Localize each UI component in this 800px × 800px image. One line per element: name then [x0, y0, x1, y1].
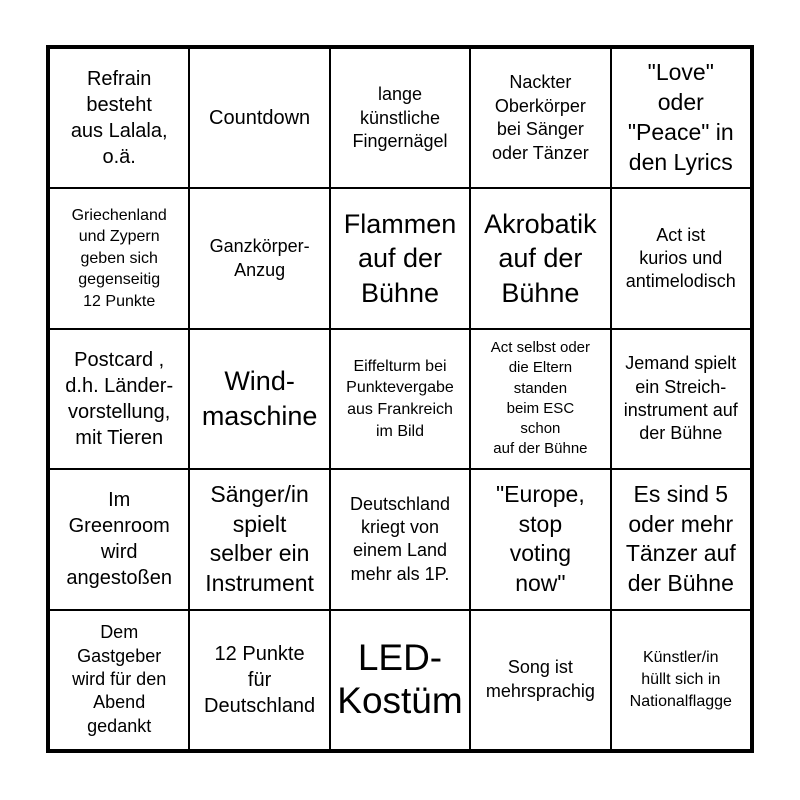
bingo-cell-r4c5[interactable]: [611, 469, 751, 609]
cell-label: Künstler/in hüllt sich in Nationalflagge: [629, 649, 732, 710]
bingo-cell-r2c2[interactable]: [189, 188, 329, 328]
cell-label: Jemand spielt ein Streich- instrument auf der Bühne: [623, 353, 738, 444]
cell-label: Dem Gastgeber wird für den Abend gedankt: [72, 622, 167, 736]
cell-label: Akrobatik auf der Bühne: [484, 208, 597, 308]
cell-label: lange künstliche Fingernägel: [352, 84, 448, 151]
bingo-cell-r5c5[interactable]: [611, 610, 751, 750]
cell-label: Nackter Oberkörper bei Sänger oder Tänzer: [492, 72, 589, 163]
bingo-cell-r1c1[interactable]: [49, 48, 189, 188]
bingo-cell-r3c5[interactable]: [611, 329, 751, 469]
bingo-card: [46, 45, 754, 753]
bingo-cell-r4c1[interactable]: [49, 469, 189, 609]
cell-label: Act ist kurios und antimelodisch: [625, 224, 736, 292]
bingo-cell-r1c5[interactable]: [611, 48, 751, 188]
bingo-cell-r2c4[interactable]: [470, 188, 610, 328]
bingo-cell-r4c3[interactable]: [330, 469, 470, 609]
bingo-cell-r3c4[interactable]: [470, 329, 610, 469]
bingo-cell-r1c4[interactable]: [470, 48, 610, 188]
bingo-cell-r1c2[interactable]: [189, 48, 329, 188]
cell-label: Act selbst oder die Eltern standen beim ESC schon auf der Bühne: [490, 339, 590, 458]
cell-label: Countdown: [209, 107, 311, 130]
cell-label: LED- Kostüm: [337, 637, 463, 721]
bingo-cell-r2c5[interactable]: [611, 188, 751, 328]
cell-label: Deutschland kriegt von einem Land mehr als 1P.: [349, 493, 451, 584]
cell-label: Flammen auf der Bühne: [343, 208, 457, 308]
cell-label: "Love" oder "Peace" in den Lyrics: [627, 59, 734, 176]
bingo-cell-r4c2[interactable]: [189, 469, 329, 609]
cell-label: Sänger/in spielt selber ein Instrument: [205, 480, 314, 597]
bingo-cell-r5c1[interactable]: [49, 610, 189, 750]
cell-label: Refrain besteht aus Lalala, o.ä.: [70, 68, 168, 169]
bingo-cell-r2c3[interactable]: [330, 188, 470, 328]
bingo-cell-r5c4[interactable]: [470, 610, 610, 750]
bingo-cell-r5c2[interactable]: [189, 610, 329, 750]
bingo-cell-r3c2[interactable]: [189, 329, 329, 469]
cell-label: Im Greenroom wird angestoßen: [66, 489, 173, 590]
cell-label: Griechenland und Zypern geben sich gegenseitig 12 Punkte: [71, 206, 167, 310]
cell-label: Song ist mehrsprachig: [485, 657, 595, 701]
bingo-cell-r2c1[interactable]: [49, 188, 189, 328]
bingo-cell-r1c3[interactable]: [330, 48, 470, 188]
bingo-cell-r3c1[interactable]: [49, 329, 189, 469]
bingo-cell-r5c3[interactable]: [330, 610, 470, 750]
cell-label: Eiffelturm bei Punktevergabe aus Frankreich im Bild: [346, 357, 454, 440]
cell-label: 12 Punkte für Deutschland: [204, 642, 316, 717]
cell-label: Es sind 5 oder mehr Tänzer auf der Bühne: [625, 480, 736, 597]
bingo-cell-r3c3[interactable]: [330, 329, 470, 469]
bingo-cell-r4c4[interactable]: [470, 469, 610, 609]
cell-label: "Europe, stop voting now": [496, 480, 585, 597]
cell-label: Postcard , d.h. Länder- vorstellung, mit Tieren: [65, 348, 174, 449]
cell-label: Wind- maschine: [201, 366, 318, 431]
cell-label: Ganzkörper- Anzug: [209, 236, 310, 280]
